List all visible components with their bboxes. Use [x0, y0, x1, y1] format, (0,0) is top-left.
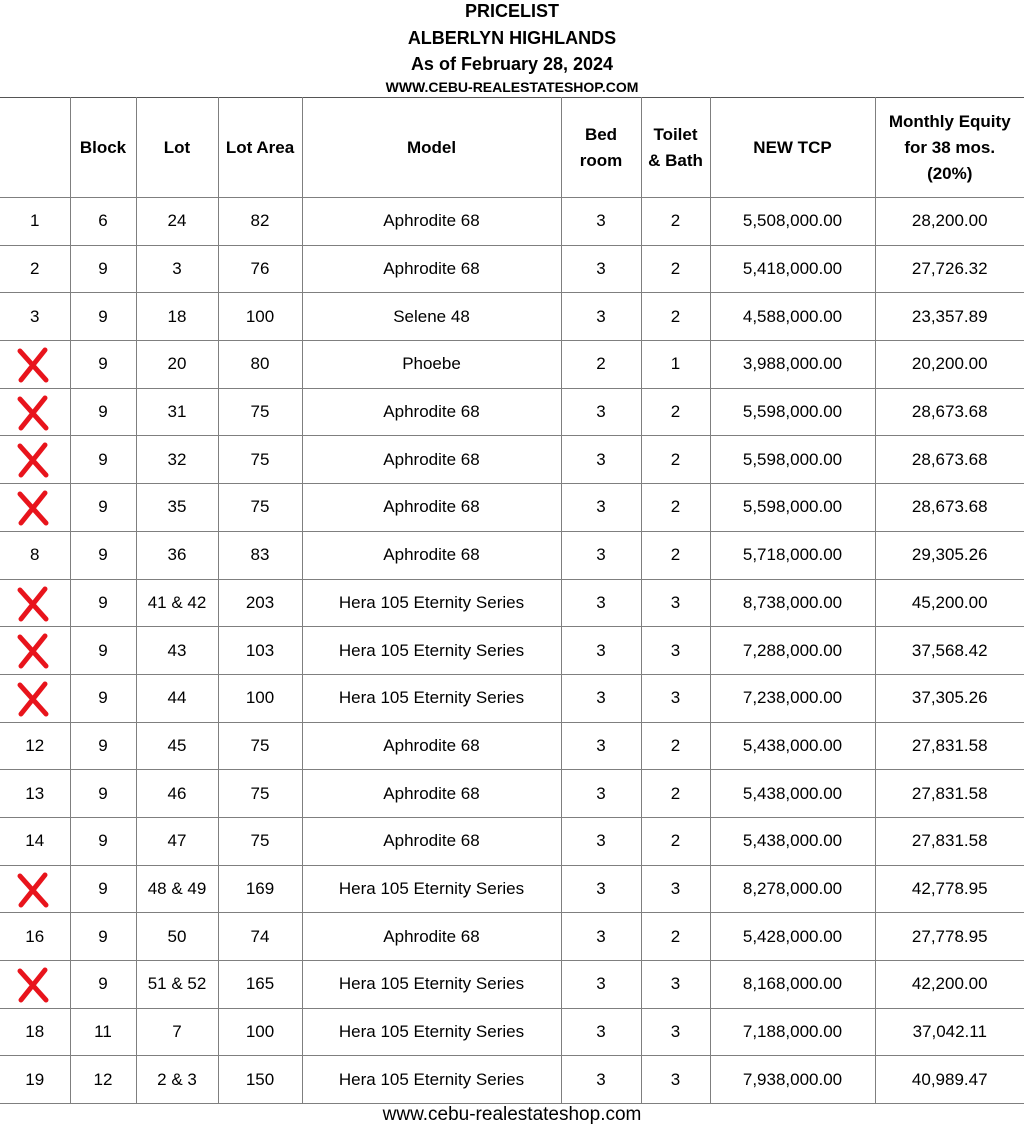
table-row: [0, 627, 1024, 675]
header-website: WWW.CEBU-REALESTATESHOP.COM: [385, 79, 639, 95]
cell-toilet-bath: 2: [641, 436, 710, 484]
cell-model: Hera 105 Eternity Series: [302, 674, 561, 722]
cell-new-tcp: 7,238,000.00: [710, 674, 875, 722]
cell-toilet-bath: 3: [641, 865, 710, 913]
cell-lot-area: 100: [218, 1008, 302, 1056]
cell-monthly-equity: 23,357.89: [875, 293, 1024, 341]
cell-block: 9: [70, 961, 136, 1009]
cell-bedroom: 3: [561, 913, 641, 961]
table-row: [0, 436, 1024, 484]
cell-model: Aphrodite 68: [302, 245, 561, 293]
cell-toilet-bath: 2: [641, 770, 710, 818]
col-header-new-tcp: NEW TCP: [710, 98, 875, 198]
cell-monthly-equity: 42,200.00: [875, 961, 1024, 1009]
cell-lot: 50: [136, 913, 218, 961]
cell-bedroom: 3: [561, 198, 641, 246]
cell-new-tcp: 5,438,000.00: [710, 770, 875, 818]
table-row: [0, 674, 1024, 722]
col-header-lot-area: Lot Area: [218, 98, 302, 198]
cell-new-tcp: 8,738,000.00: [710, 579, 875, 627]
cell-bedroom: 3: [561, 674, 641, 722]
cell-lot-area: 75: [218, 770, 302, 818]
cell-toilet-bath: 1: [641, 341, 710, 389]
cell-monthly-equity: 42,778.95: [875, 865, 1024, 913]
col-header-monthly-equity: Monthly Equity for 38 mos. (20%): [875, 98, 1024, 198]
cell-bedroom: 3: [561, 579, 641, 627]
price-date: As of February 28, 2024: [410, 54, 614, 74]
sold-x-icon: [14, 681, 52, 717]
cell-lot: 48 & 49: [136, 865, 218, 913]
cell-monthly-equity: 40,989.47: [875, 1056, 1024, 1104]
cell-block: 9: [70, 531, 136, 579]
cell-lot: 3: [136, 245, 218, 293]
cell-monthly-equity: 28,673.68: [875, 436, 1024, 484]
sold-x-icon: [14, 395, 52, 431]
table-row: [0, 531, 1024, 579]
cell-model: Phoebe: [302, 341, 561, 389]
cell-row-number: 14: [0, 817, 70, 865]
cell-monthly-equity: 27,778.95: [875, 913, 1024, 961]
cell-new-tcp: 5,428,000.00: [710, 913, 875, 961]
cell-bedroom: 3: [561, 245, 641, 293]
cell-row-number: [0, 961, 70, 1009]
cell-new-tcp: 5,598,000.00: [710, 388, 875, 436]
cell-row-number: 12: [0, 722, 70, 770]
cell-row-number: 2: [0, 245, 70, 293]
table-row: [0, 1056, 1024, 1104]
cell-row-number: 3: [0, 293, 70, 341]
cell-toilet-bath: 3: [641, 961, 710, 1009]
cell-lot: 31: [136, 388, 218, 436]
cell-monthly-equity: 37,042.11: [875, 1008, 1024, 1056]
cell-lot-area: 74: [218, 913, 302, 961]
cell-toilet-bath: 2: [641, 817, 710, 865]
sold-x-icon: [14, 442, 52, 478]
table-row: [0, 817, 1024, 865]
cell-new-tcp: 5,438,000.00: [710, 722, 875, 770]
cell-new-tcp: 7,288,000.00: [710, 627, 875, 675]
cell-block: 6: [70, 198, 136, 246]
cell-block: 11: [70, 1008, 136, 1056]
cell-model: Aphrodite 68: [302, 722, 561, 770]
cell-new-tcp: 5,508,000.00: [710, 198, 875, 246]
table-row: [0, 865, 1024, 913]
cell-block: 9: [70, 293, 136, 341]
cell-lot: 45: [136, 722, 218, 770]
cell-new-tcp: 5,438,000.00: [710, 817, 875, 865]
cell-bedroom: 3: [561, 770, 641, 818]
cell-new-tcp: 4,588,000.00: [710, 293, 875, 341]
cell-lot: 47: [136, 817, 218, 865]
cell-bedroom: 3: [561, 293, 641, 341]
cell-model: Aphrodite 68: [302, 436, 561, 484]
cell-model: Hera 105 Eternity Series: [302, 1008, 561, 1056]
cell-monthly-equity: 28,673.68: [875, 484, 1024, 532]
sold-x-icon: [14, 347, 52, 383]
cell-block: 9: [70, 436, 136, 484]
cell-model: Aphrodite 68: [302, 531, 561, 579]
cell-lot: 18: [136, 293, 218, 341]
cell-new-tcp: 7,938,000.00: [710, 1056, 875, 1104]
cell-toilet-bath: 2: [641, 293, 710, 341]
cell-lot-area: 100: [218, 674, 302, 722]
cell-monthly-equity: 28,200.00: [875, 198, 1024, 246]
cell-toilet-bath: 2: [641, 722, 710, 770]
cell-monthly-equity: 27,831.58: [875, 722, 1024, 770]
cell-block: 9: [70, 388, 136, 436]
cell-row-number: [0, 674, 70, 722]
col-header-model: Model: [302, 98, 561, 198]
cell-bedroom: 3: [561, 817, 641, 865]
cell-model: Aphrodite 68: [302, 770, 561, 818]
cell-lot: 41 & 42: [136, 579, 218, 627]
sold-x-icon: [14, 633, 52, 669]
cell-lot-area: 100: [218, 293, 302, 341]
cell-block: 9: [70, 341, 136, 389]
cell-toilet-bath: 3: [641, 579, 710, 627]
cell-bedroom: 3: [561, 484, 641, 532]
table-row: [0, 293, 1024, 341]
cell-toilet-bath: 2: [641, 245, 710, 293]
cell-block: 9: [70, 245, 136, 293]
cell-model: Hera 105 Eternity Series: [302, 627, 561, 675]
col-header-bedroom: Bed room: [561, 98, 641, 198]
cell-row-number: 16: [0, 913, 70, 961]
cell-monthly-equity: 27,726.32: [875, 245, 1024, 293]
col-header-lot: Lot: [136, 98, 218, 198]
cell-model: Aphrodite 68: [302, 484, 561, 532]
cell-model: Aphrodite 68: [302, 817, 561, 865]
cell-toilet-bath: 2: [641, 531, 710, 579]
cell-monthly-equity: 37,305.26: [875, 674, 1024, 722]
cell-lot: 51 & 52: [136, 961, 218, 1009]
table-row: [0, 198, 1024, 246]
table-row: [0, 388, 1024, 436]
cell-row-number: [0, 865, 70, 913]
cell-toilet-bath: 3: [641, 627, 710, 675]
cell-toilet-bath: 2: [641, 913, 710, 961]
cell-lot-area: 75: [218, 722, 302, 770]
cell-block: 9: [70, 770, 136, 818]
cell-bedroom: 3: [561, 1008, 641, 1056]
cell-model: Aphrodite 68: [302, 388, 561, 436]
cell-block: 9: [70, 913, 136, 961]
cell-toilet-bath: 3: [641, 1008, 710, 1056]
cell-row-number: 1: [0, 198, 70, 246]
cell-toilet-bath: 3: [641, 674, 710, 722]
cell-row-number: [0, 579, 70, 627]
table-header-row: [0, 98, 1024, 198]
cell-bedroom: 3: [561, 531, 641, 579]
cell-block: 9: [70, 722, 136, 770]
cell-monthly-equity: 27,831.58: [875, 770, 1024, 818]
table-row: [0, 722, 1024, 770]
cell-model: Selene 48: [302, 293, 561, 341]
cell-new-tcp: 8,278,000.00: [710, 865, 875, 913]
cell-block: 12: [70, 1056, 136, 1104]
cell-lot-area: 165: [218, 961, 302, 1009]
cell-new-tcp: 7,188,000.00: [710, 1008, 875, 1056]
cell-lot-area: 150: [218, 1056, 302, 1104]
footer-website: www.cebu-realestateshop.com: [382, 1104, 642, 1125]
cell-row-number: 18: [0, 1008, 70, 1056]
cell-model: Hera 105 Eternity Series: [302, 1056, 561, 1104]
cell-new-tcp: 5,598,000.00: [710, 484, 875, 532]
table-row: [0, 245, 1024, 293]
cell-lot: 7: [136, 1008, 218, 1056]
cell-lot-area: 169: [218, 865, 302, 913]
cell-model: Hera 105 Eternity Series: [302, 865, 561, 913]
cell-bedroom: 3: [561, 436, 641, 484]
cell-lot-area: 103: [218, 627, 302, 675]
cell-new-tcp: 3,988,000.00: [710, 341, 875, 389]
cell-bedroom: 3: [561, 961, 641, 1009]
cell-lot: 20: [136, 341, 218, 389]
cell-bedroom: 3: [561, 388, 641, 436]
cell-lot-area: 76: [218, 245, 302, 293]
cell-model: Hera 105 Eternity Series: [302, 961, 561, 1009]
cell-toilet-bath: 2: [641, 198, 710, 246]
table-row: [0, 770, 1024, 818]
cell-monthly-equity: 28,673.68: [875, 388, 1024, 436]
cell-new-tcp: 8,168,000.00: [710, 961, 875, 1009]
table-row: [0, 484, 1024, 532]
table-row: [0, 579, 1024, 627]
col-header-index: [0, 98, 70, 198]
cell-model: Hera 105 Eternity Series: [302, 579, 561, 627]
cell-lot-area: 75: [218, 388, 302, 436]
cell-row-number: [0, 627, 70, 675]
table-row: [0, 1008, 1024, 1056]
cell-toilet-bath: 3: [641, 1056, 710, 1104]
cell-row-number: [0, 436, 70, 484]
cell-row-number: 19: [0, 1056, 70, 1104]
cell-block: 9: [70, 627, 136, 675]
cell-row-number: [0, 388, 70, 436]
cell-block: 9: [70, 579, 136, 627]
table-row: [0, 961, 1024, 1009]
cell-block: 9: [70, 865, 136, 913]
price-table: [0, 97, 1024, 1104]
cell-lot: 43: [136, 627, 218, 675]
cell-bedroom: 3: [561, 627, 641, 675]
cell-block: 9: [70, 674, 136, 722]
project-name: ALBERLYN HIGHLANDS: [407, 28, 617, 48]
cell-lot: 24: [136, 198, 218, 246]
cell-monthly-equity: 45,200.00: [875, 579, 1024, 627]
cell-toilet-bath: 2: [641, 484, 710, 532]
cell-row-number: 13: [0, 770, 70, 818]
cell-model: Aphrodite 68: [302, 198, 561, 246]
sold-x-icon: [14, 967, 52, 1003]
cell-lot-area: 83: [218, 531, 302, 579]
cell-lot: 2 & 3: [136, 1056, 218, 1104]
cell-monthly-equity: 20,200.00: [875, 341, 1024, 389]
cell-bedroom: 3: [561, 865, 641, 913]
cell-monthly-equity: 37,568.42: [875, 627, 1024, 675]
col-header-toilet-bath: Toilet & Bath: [641, 98, 710, 198]
cell-lot-area: 75: [218, 817, 302, 865]
col-header-block: Block: [70, 98, 136, 198]
cell-monthly-equity: 27,831.58: [875, 817, 1024, 865]
cell-toilet-bath: 2: [641, 388, 710, 436]
cell-monthly-equity: 29,305.26: [875, 531, 1024, 579]
sold-x-icon: [14, 872, 52, 908]
cell-lot-area: 75: [218, 484, 302, 532]
cell-row-number: [0, 341, 70, 389]
cell-lot: 44: [136, 674, 218, 722]
cell-bedroom: 2: [561, 341, 641, 389]
cell-row-number: 8: [0, 531, 70, 579]
cell-lot: 32: [136, 436, 218, 484]
table-row: [0, 341, 1024, 389]
pricelist-title: PRICELIST: [464, 1, 559, 21]
cell-lot: 36: [136, 531, 218, 579]
cell-lot-area: 203: [218, 579, 302, 627]
cell-lot-area: 82: [218, 198, 302, 246]
cell-row-number: [0, 484, 70, 532]
cell-lot: 46: [136, 770, 218, 818]
table-row: [0, 913, 1024, 961]
cell-new-tcp: 5,718,000.00: [710, 531, 875, 579]
cell-bedroom: 3: [561, 1056, 641, 1104]
cell-bedroom: 3: [561, 722, 641, 770]
sold-x-icon: [14, 586, 52, 622]
cell-lot-area: 80: [218, 341, 302, 389]
cell-new-tcp: 5,598,000.00: [710, 436, 875, 484]
cell-lot: 35: [136, 484, 218, 532]
cell-block: 9: [70, 484, 136, 532]
sold-x-icon: [14, 490, 52, 526]
cell-lot-area: 75: [218, 436, 302, 484]
cell-new-tcp: 5,418,000.00: [710, 245, 875, 293]
cell-model: Aphrodite 68: [302, 913, 561, 961]
cell-block: 9: [70, 817, 136, 865]
